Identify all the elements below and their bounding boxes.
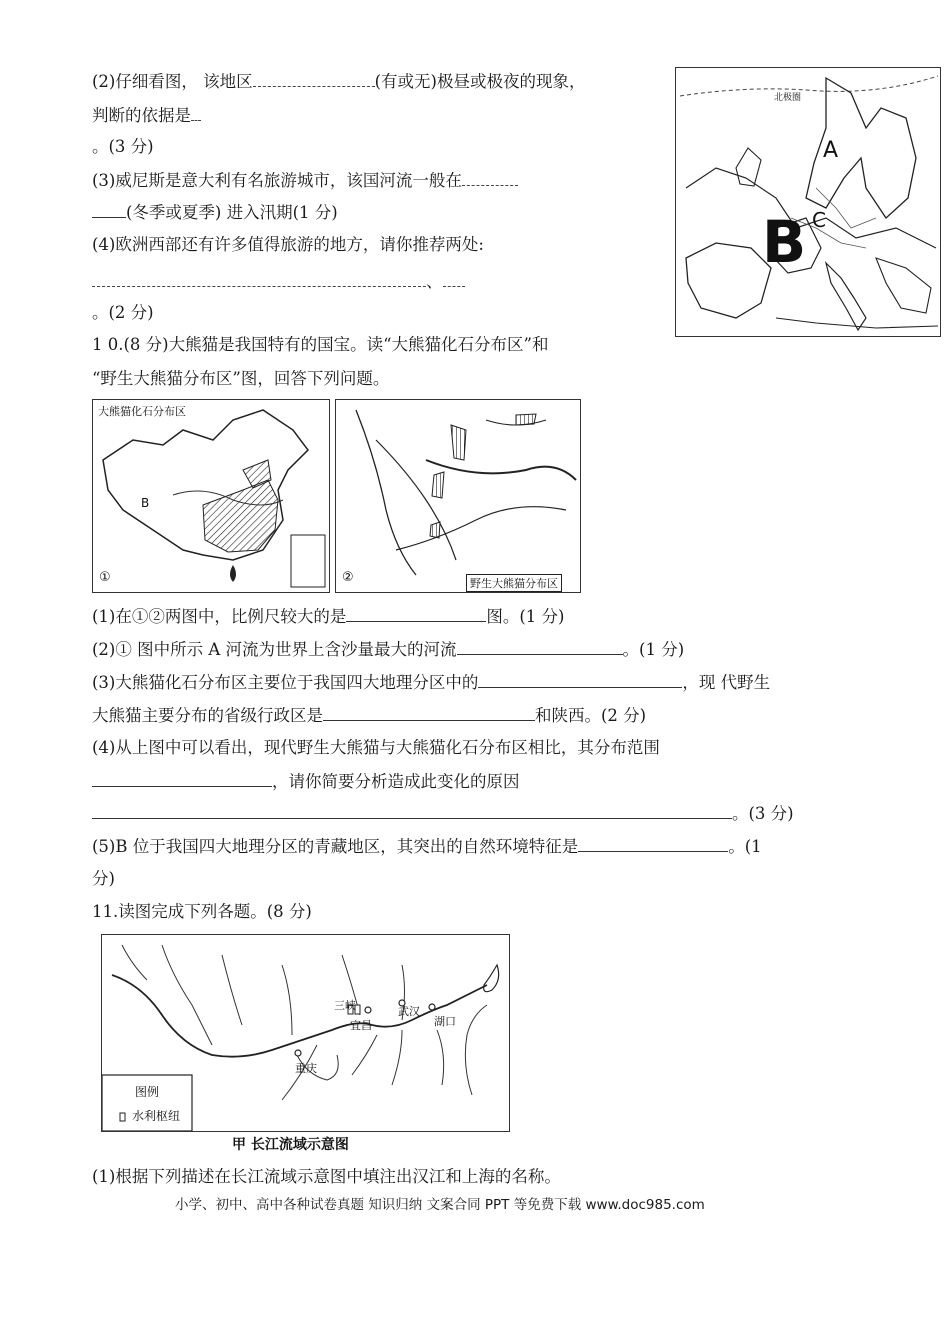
q10-part3-text-a: (3)大熊猫化石分布区主要位于我国四大地理分区中的: [92, 673, 479, 692]
q10-answer-blank-feature[interactable]: [578, 835, 728, 852]
city-label-wuhan: 武汉: [398, 1005, 420, 1018]
panda-fossil-map-number: ①: [99, 570, 111, 585]
q11-intro-text: 11.读图完成下列各题。(8 分): [92, 902, 312, 921]
city-label-yichang: 宜昌: [350, 1019, 372, 1032]
q10-answer-blank-scale[interactable]: [346, 605, 486, 622]
q9-part2-text-a: (2)仔细看图， 该地区: [92, 72, 253, 91]
q9-answer-blank-polar[interactable]: [253, 70, 375, 87]
q10-part3-line2: [92, 704, 646, 727]
q10-intro-line2: [92, 368, 389, 390]
q9-answer-blank-place-2[interactable]: [443, 270, 465, 287]
q10-part4-text-b: ，请你简要分析造成此变化的原因: [272, 772, 520, 791]
europe-label-a: A: [823, 138, 839, 163]
city-label-sanxia: 三峡: [334, 999, 356, 1012]
q10-part5-text-b: 。(1: [728, 837, 762, 856]
q9-part4-sep: 、: [426, 272, 443, 291]
q10-part4-text-c: 。(3 分): [732, 804, 794, 823]
panda-fossil-map-drawing: [93, 400, 329, 592]
q10-answer-blank-range[interactable]: [92, 770, 272, 787]
europe-arctic-label: 北极圈: [774, 93, 802, 103]
q10-answer-blank-region[interactable]: [478, 671, 682, 688]
q9-part3-line1: [92, 169, 518, 192]
q10-part3-line1: [92, 671, 770, 694]
q10-part5-line1: [92, 835, 762, 858]
panda-fossil-map-title: 大熊猫化石分布区: [98, 405, 186, 418]
q9-part4-line1: [92, 234, 484, 256]
q9-answer-blank-place-1[interactable]: [92, 270, 426, 287]
q10-part1-text-b: 图。(1 分): [486, 607, 565, 626]
q9-part4-line3: [92, 302, 154, 324]
panda-fossil-map-label-b: B: [141, 496, 150, 510]
q9-part2-line3: [92, 136, 154, 158]
city-label-chongqing: 重庆: [295, 1062, 317, 1075]
q10-part1: [92, 605, 565, 628]
q9-part2-text-b: (有或无)极昼或极夜的现象，: [374, 72, 586, 91]
legend-item-label: 水利枢纽: [132, 1109, 181, 1123]
europe-map: [675, 67, 941, 337]
q10-answer-blank-province[interactable]: [323, 704, 535, 721]
q10-part2-text-a: (2)① 图中所示 A 河流为世界上含沙量最大的河流: [92, 640, 457, 659]
q10-part2-text-b: 。(1 分): [622, 640, 685, 659]
europe-map-drawing: [676, 68, 940, 336]
q10-part4-text-a: (4)从上图中可以看出，现代野生大熊猫与大熊猫化石分布区相比，其分布范围: [92, 738, 660, 757]
q10-part2: [92, 638, 684, 661]
q10-part3-text-d: 和陕西。(2 分): [535, 706, 647, 725]
q9-part2-text-c: 判断的依据是: [92, 106, 191, 125]
q9-part4-text-end: 。(2 分): [92, 303, 154, 322]
q10-intro-text-1: 1 0.(8 分)大熊猫是我国特有的国宝。读“大熊猫化石分布区”和: [92, 335, 549, 354]
q10-intro-text-2: “野生大熊猫分布区”图，回答下列问题。: [92, 369, 390, 388]
legend-title: 图例: [135, 1085, 160, 1099]
wild-panda-map-drawing: [336, 400, 580, 592]
q9-part2-text-d: 。(3 分): [92, 137, 154, 156]
wild-panda-map: [335, 399, 581, 593]
q10-part5-line2: [92, 868, 115, 890]
q10-answer-blank-cause[interactable]: [92, 802, 732, 819]
q9-part3-text-a: (3)威尼斯是意大利有名旅游城市，该国河流一般在: [92, 171, 462, 190]
q9-part3-line2: [92, 201, 338, 224]
q10-part4-line2: [92, 770, 520, 793]
europe-label-c: C: [812, 208, 826, 232]
wild-panda-map-title: 野生大熊猫分布区: [466, 574, 562, 592]
q10-answer-blank-river[interactable]: [457, 638, 623, 655]
q10-part5-text-a: (5)B 位于我国四大地理分区的青藏地区，其突出的自然环境特征是: [92, 837, 579, 856]
q9-part3-text-b: (冬季或夏季) 进入汛期(1 分): [126, 203, 338, 222]
wild-panda-map-number: ②: [342, 570, 354, 585]
q10-intro-line1: [92, 334, 548, 356]
q10-part4-line1: [92, 737, 660, 759]
yangtze-basin-map: [101, 934, 510, 1132]
panda-fossil-map: [92, 399, 330, 593]
q11-part1-text: (1)根据下列描述在长江流域示意图中填注出汉江和上海的名称。: [92, 1167, 561, 1186]
q9-part2-line1: [92, 70, 586, 93]
europe-label-b: B: [762, 208, 807, 276]
q11-intro: [92, 901, 312, 923]
yangtze-basin-map-drawing: [102, 935, 509, 1131]
q9-part4-line2: [92, 270, 465, 293]
q10-part5-text-c: 分): [92, 869, 115, 888]
q10-part3-text-c: 大熊猫主要分布的省级行政区是: [92, 706, 323, 725]
q10-part1-text-a: (1)在①②两图中，比例尺较大的是: [92, 607, 347, 626]
yangtze-map-caption: 甲 长江流域示意图: [232, 1137, 349, 1153]
q9-part4-text-a: (4)欧洲西部还有许多值得旅游的地方，请你推荐两处:: [92, 235, 484, 254]
page-footer: 小学、初中、高中各种试卷真题 知识归纳 文案合同 PPT 等免费下载 www.doc985.com: [175, 1197, 705, 1213]
q9-answer-blank-reason[interactable]: [191, 104, 201, 121]
q10-part3-text-b: ，现 代野生: [682, 673, 771, 692]
q9-answer-blank-season-2[interactable]: [92, 201, 126, 218]
q9-answer-blank-season-1[interactable]: [462, 169, 518, 186]
q10-part4-line3: [92, 802, 794, 825]
city-label-hukou: 湖口: [434, 1015, 456, 1028]
q11-part1: [92, 1166, 561, 1188]
q9-part2-line2: [92, 104, 201, 127]
